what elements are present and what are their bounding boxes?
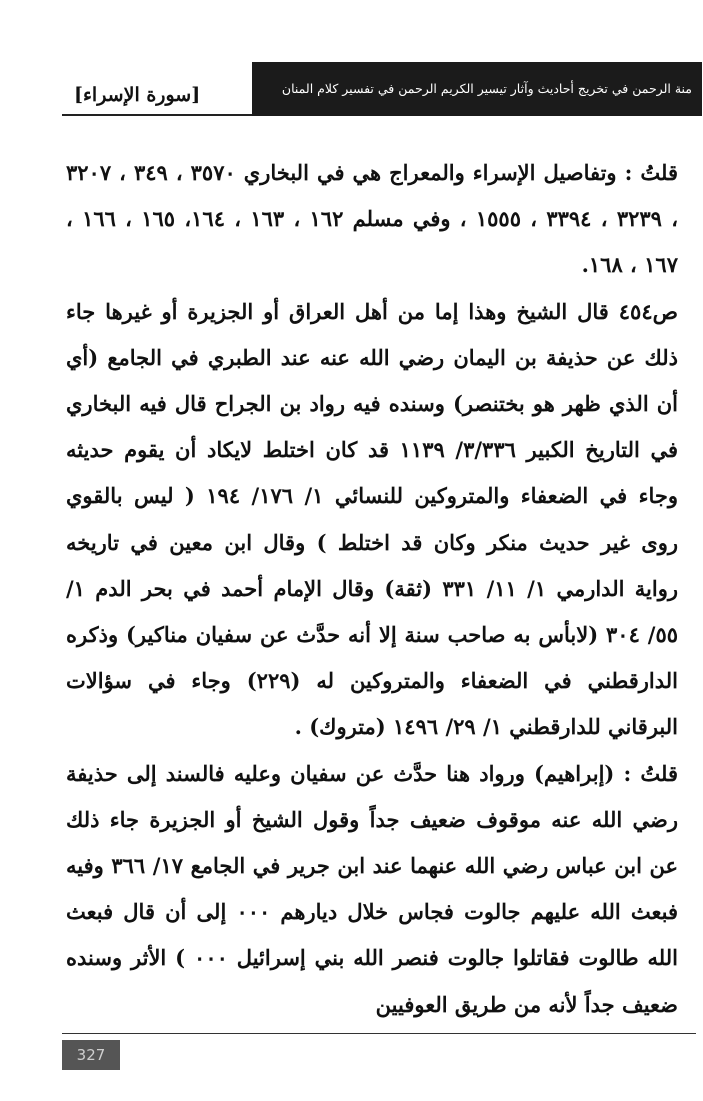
page-body <box>66 150 678 1028</box>
paragraph-3: قلتُ : (إبراهيم) ورواد هنا حدَّث عن سفيان وعليه فالسند إلى حذيفة رضي الله عنه موقوف ضعيف جداً وقول الشيخ أو الجزيرة جاء ذلك عن ابن عباس رضي الله عنهما عند ابن جرير في الجامع ١٧/ ٣٦٦ وفيه فبعث الله عليهم جالوت فجاس خلال ديارهم ٠٠٠ إلى أن قال فبعث الله طالوت فقاتلوا جالوت فنصر الله بني إسرائيل ٠٠٠ ) الأثر وسنده ضعيف جداً لأنه من طريق العوفيين <box>66 760 679 1017</box>
footer-divider <box>62 1033 696 1034</box>
paragraph-2: ص٤٥٤ قال الشيخ وهذا إما من أهل العراق أو الجزيرة أو غيرها جاء ذلك عن حذيفة بن اليمان رضي الله عنه عند الطبري في الجامع (أي أن الذي ظهر هو بختنصر) وسنده فيه رواد بن الجراح قال فيه البخاري في التاريخ الكبير ٣/٣٣٦/ ١١٣٩ قد كان اختلط لايكاد أن يقوم حديثه وجاء في الضعفاء والمتروكين للنسائي ١/ ١٧٦/ ١٩٤ ( ليس بالقوي روى غير حديث منكر وكان قد اختلط ) وقال ابن معين في تاريخه رواية الدارمي ١/ ١١/ ٣٣١ (ثقة) وقال الإمام أحمد في بحر الدم ١/ ٥٥/ ٣٠٤ (لابأس به صاحب سنة إلا أنه حدَّث عن سفيان مناكير) وذكره الدارقطني في الضعفاء والمتروكين له (٢٢٩) وجاء في سؤالات البرقاني للدارقطني ١/ ٢٩/ ١٤٩٦ (متروك) . <box>66 298 678 740</box>
header-underline <box>62 114 252 116</box>
page-number-badge: 327 <box>62 1040 120 1070</box>
surah-label: [سورة الإسراء] <box>74 84 201 106</box>
paragraph-1: قلتُ : وتفاصيل الإسراء والمعراج هي في البخاري ٣٥٧٠ ، ٣٤٩ ، ٣٢٠٧ ، ٣٢٣٩ ، ٣٣٩٤ ، ١٥٥٥ ، وفي مسلم ١٦٢ ، ١٦٣ ، ١٦٤، ١٦٥ ، ١٦٦ ، ١٦٧ ، ١٦٨. <box>66 160 678 278</box>
book-title-banner: منة الرحمن في تخريج أحاديث وآثار تيسير الكريم الرحمن في تفسير كلام المنان <box>252 62 702 116</box>
page-header <box>62 62 702 116</box>
